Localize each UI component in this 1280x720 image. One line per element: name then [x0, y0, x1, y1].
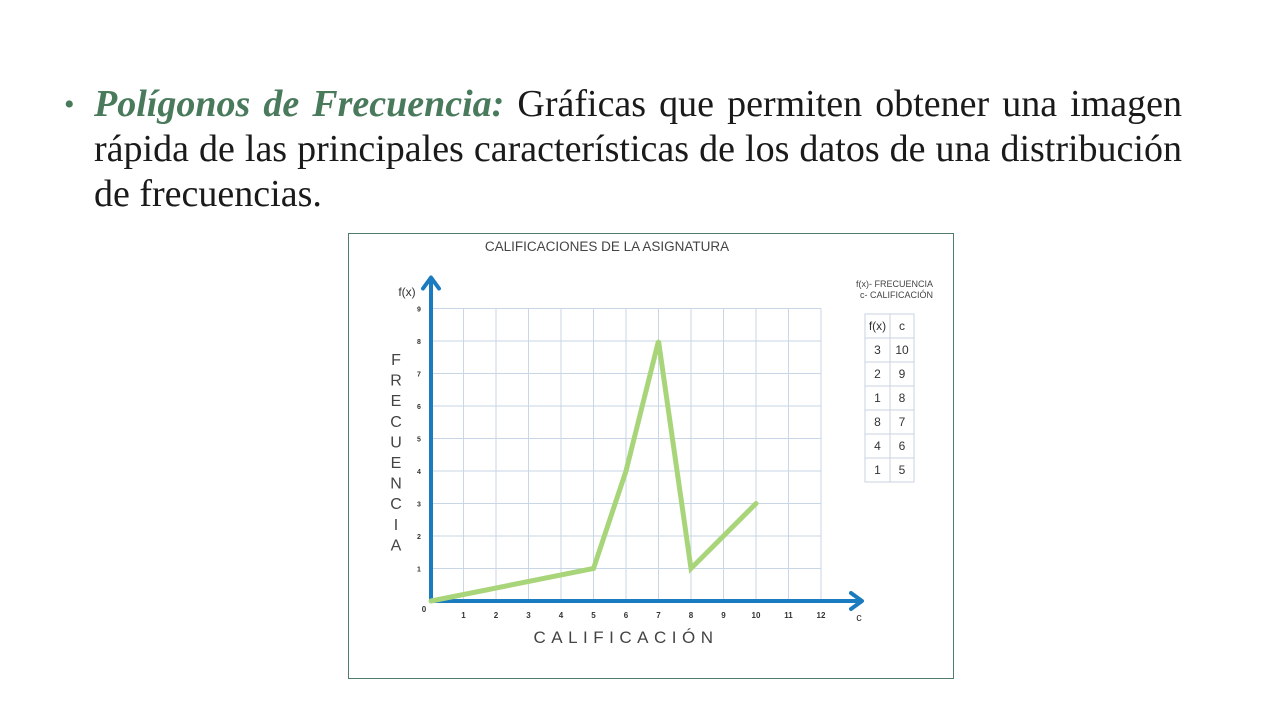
bullet-description: Gráficas que permiten obtener una imagen rápida de las principales características de los datos de una distribución de frecuencias. — [94, 83, 1182, 215]
data-point — [722, 535, 725, 538]
table-cell-text: 6 — [898, 439, 906, 453]
y-tick-label: 2 — [417, 534, 421, 541]
frequency-polygon-chart — [349, 234, 953, 678]
x-tick-label: 6 — [623, 611, 629, 620]
y-axis-label-letter: I — [393, 516, 399, 534]
y-axis-label-letter: C — [390, 496, 402, 514]
x-axis-label: CALIFICACIÓN — [533, 628, 719, 647]
chart-title: CALIFICACIONES DE LA ASIGNATURA — [484, 239, 730, 254]
legend-entry: c- CALIFICACIÓN — [859, 290, 933, 300]
y-tick-label: 3 — [417, 501, 421, 509]
bullet-icon: • — [64, 88, 75, 121]
bullet-paragraph — [66, 82, 1182, 217]
table-cell-text: 1 — [874, 463, 881, 477]
chart-axes — [423, 278, 862, 610]
x-tick-label: 5 — [591, 611, 596, 620]
y-tick-label: 1 — [417, 566, 421, 574]
y-tick-label: 4 — [417, 469, 421, 476]
frequency-table — [865, 314, 914, 482]
y-axis-label-letter: F — [391, 352, 401, 369]
chart-grid — [431, 309, 821, 602]
table-cell-text: 4 — [874, 439, 881, 453]
table-cell-text: 8 — [874, 415, 881, 429]
table-cell-text: 8 — [898, 391, 906, 405]
table-header-text: f(x) — [868, 319, 887, 333]
chart-frame — [348, 233, 954, 679]
table-cell-text: 2 — [874, 367, 881, 381]
y-axis-label-letter: N — [390, 475, 402, 493]
x-tick-label: 7 — [656, 611, 661, 620]
y-tick-label: 5 — [417, 436, 421, 444]
origin-label: 0 — [421, 605, 427, 614]
x-tick-label: 10 — [751, 611, 761, 620]
table-cell-text: 5 — [898, 463, 906, 477]
y-axis-label-letter: E — [390, 393, 402, 411]
table-cell-text: 1 — [874, 391, 881, 405]
data-point — [657, 340, 660, 343]
data-point — [690, 567, 693, 570]
x-tick-label: 3 — [526, 611, 531, 620]
x-tick-label: 11 — [784, 611, 793, 620]
x-tick-label: 12 — [816, 611, 826, 620]
table-header-text: c — [899, 319, 905, 333]
table-cell-text: 3 — [874, 343, 881, 357]
y-axis-short-label: f(x) — [398, 285, 416, 299]
table-cell-text: 10 — [895, 343, 909, 357]
y-tick-label: 8 — [417, 339, 421, 346]
y-axis-label-letter: R — [390, 372, 402, 390]
y-axis-label-letter: E — [390, 455, 402, 472]
bullet-term: Polígonos de Frecuencia: — [94, 83, 505, 125]
data-point — [625, 470, 628, 473]
y-tick-label: 7 — [417, 371, 421, 379]
x-axis-short-label: c — [856, 612, 862, 624]
y-tick-label: 6 — [417, 404, 421, 411]
x-tick-label: 4 — [558, 611, 564, 620]
table-cell-text: 7 — [898, 415, 906, 429]
x-tick-label: 8 — [688, 611, 694, 620]
data-point — [430, 600, 433, 603]
y-axis-label-letter: U — [390, 434, 402, 452]
bullet-point — [66, 82, 1182, 217]
data-point — [592, 567, 595, 570]
legend-entry: f(x)- FRECUENCIA — [856, 279, 933, 289]
x-tick-label: 2 — [493, 611, 499, 620]
x-tick-label: 1 — [461, 611, 466, 620]
x-tick-label: 9 — [721, 611, 726, 620]
y-tick-label: 9 — [417, 306, 421, 314]
table-cell-text: 9 — [898, 367, 906, 381]
y-axis-label-letter: A — [390, 537, 402, 555]
data-point — [755, 502, 758, 505]
y-axis-label-letter: C — [390, 413, 402, 431]
chart-labels — [390, 239, 933, 647]
